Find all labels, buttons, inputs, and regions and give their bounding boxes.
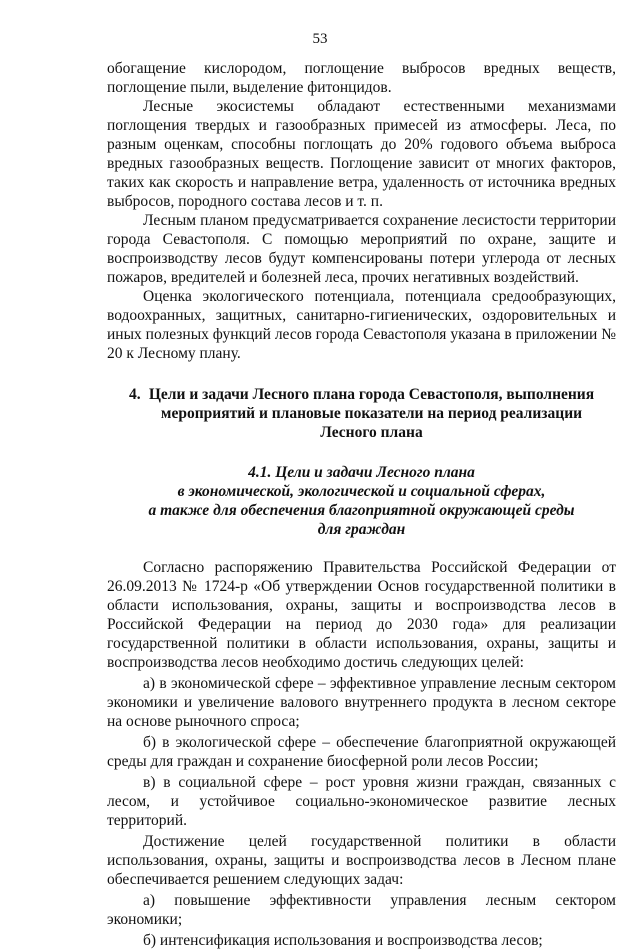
page-number: 53 <box>312 31 328 47</box>
subsection-title-line: 4.1. Цели и задачи Лесного плана <box>248 464 475 481</box>
section-number: 4. <box>129 386 141 403</box>
paragraph: Оценка экологического потенциала, потенциала средообразующих, водоохранных, защитных, санитарно-гигиенических, оздоровительных и иных полезных функций лесов города Севастополя указана в приложении № 20 к Лесному плану. <box>107 288 616 362</box>
paragraph: Достижение целей государственной политики в области использования, охраны, защиты и воспроизводства лесов в Лесном плане обеспечивается решением следующих задач: <box>107 833 616 888</box>
list-item: б) интенсификация использования и воспроизводства лесов; <box>143 932 543 949</box>
page-body <box>107 59 616 950</box>
section-heading <box>107 385 616 442</box>
paragraph: Лесным планом предусматривается сохранение лесистости территории города Севастополя. С помощью мероприятий по охране, защите и воспроизводству лесов будут компенсированы потери углерода от лесных пожаров, вредителей и болезней леса, прочих негативных воздействий. <box>107 212 616 286</box>
subsection-heading <box>107 463 616 539</box>
subsection-title-line: а также для обеспечения благоприятной окружающей среды <box>148 502 575 519</box>
subsection-title-line: в экономической, экологической и социальной сферах, <box>177 483 546 500</box>
paragraph: обогащение кислородом, поглощение выбросов вредных веществ, поглощение пыли, выделение фитонцидов. <box>107 60 616 96</box>
subsection-title-line: для граждан <box>317 521 406 538</box>
section-title-line: мероприятий и плановые показатели на период реализации <box>160 405 583 422</box>
list-item: в) в социальной сфере – рост уровня жизни граждан, связанных с лесом, и устойчивое социально-экономическое развитие лесных территорий. <box>107 774 616 829</box>
paragraph: Согласно распоряжению Правительства Российской Федерации от 26.09.2013 № 1724-р «Об утверждении Основ государственной политики в области использования, охраны, защиты и воспроизводства лесов в Российской Федерации на период до 2030 года» для реализации государственной политики в области использования, охраны, защиты и воспроизводства лесов необходимо достичь следующих целей: <box>107 559 616 671</box>
list-item: а) повышение эффективности управления лесным сектором экономики; <box>107 892 616 928</box>
list-item: а) в экономической сфере – эффективное управление лесным сектором экономики и увеличение валового внутреннего продукта в лесном секторе на основе рыночного спроса; <box>107 675 616 730</box>
list-item: б) в экологической сфере – обеспечение благоприятной окружающей среды для граждан и сохранение биосферной роли лесов России; <box>107 734 616 770</box>
paragraph: Лесные экосистемы обладают естественными механизмами поглощения твердых и газообразных примесей из атмосферы. Леса, по разным оценкам, способны поглощать до 20% годового объема выброса вредных газообразных веществ. Поглощение зависит от многих факторов, таких как скорость и направление ветра, удаленность от источника вредных выбросов, породного состава лесов и т. п. <box>107 98 616 210</box>
section-title <box>107 385 616 442</box>
section-title-line: Цели и задачи Лесного плана города Севастополя, выполнения <box>148 386 595 403</box>
section-title-line: Лесного плана <box>320 424 423 441</box>
